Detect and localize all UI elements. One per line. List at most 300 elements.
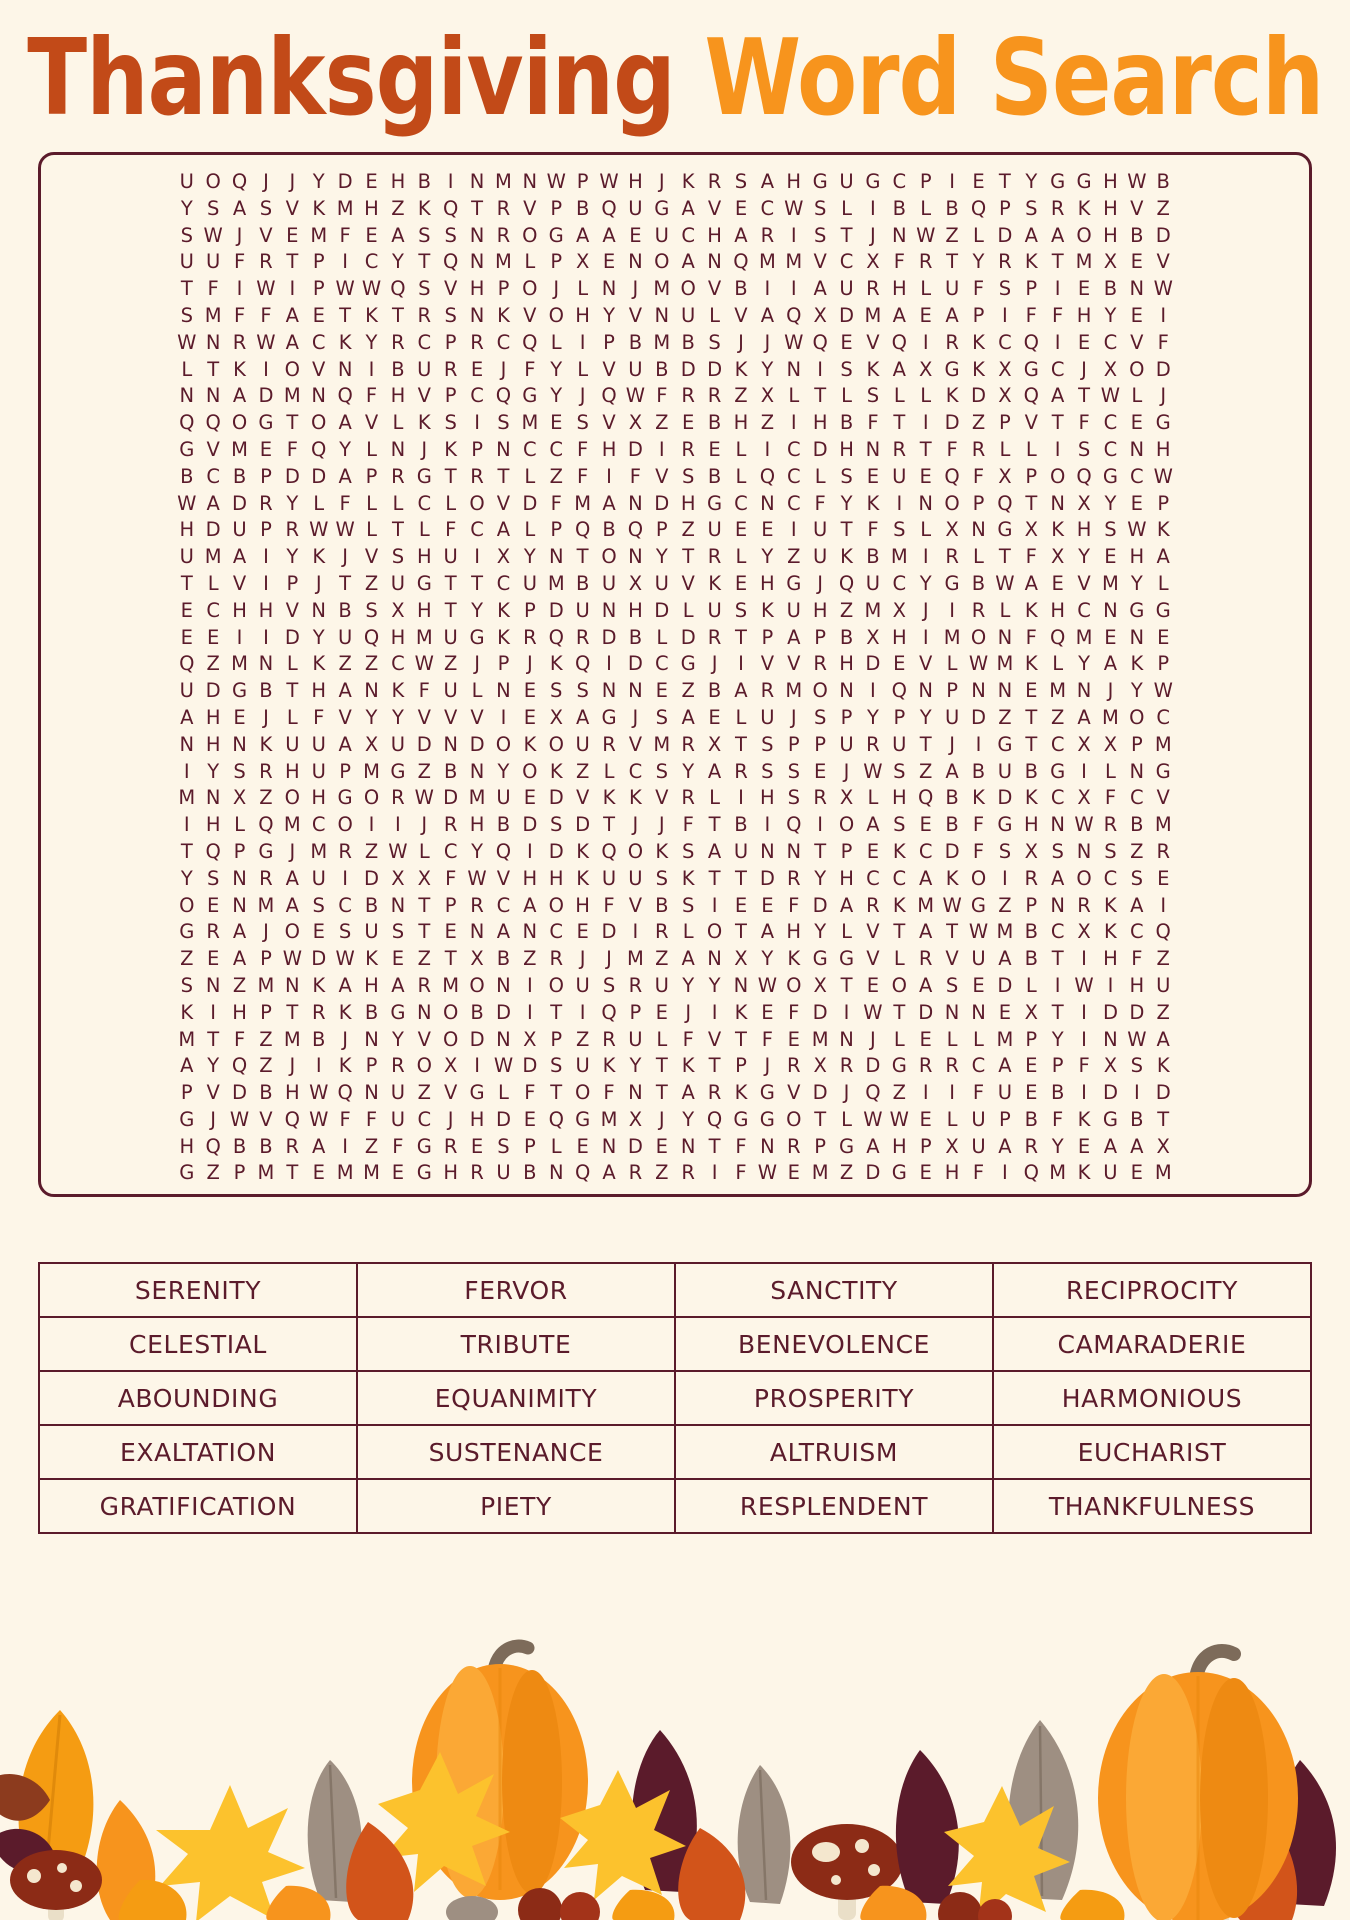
grid-cell[interactable]: W: [889, 1107, 909, 1131]
grid-cell[interactable]: R: [866, 732, 880, 756]
grid-cell[interactable]: K: [945, 866, 959, 890]
grid-cell[interactable]: C: [391, 652, 405, 676]
grid-cell[interactable]: U: [813, 518, 828, 542]
grid-cell[interactable]: D: [522, 813, 538, 837]
grid-cell[interactable]: L: [524, 518, 536, 542]
grid-cell[interactable]: Y: [840, 491, 853, 515]
grid-cell[interactable]: P: [286, 571, 299, 595]
grid-cell[interactable]: Y: [1130, 571, 1143, 595]
grid-cell[interactable]: H: [891, 1134, 907, 1158]
grid-cell[interactable]: E: [919, 1161, 932, 1185]
grid-cell[interactable]: C: [417, 491, 432, 515]
grid-cell[interactable]: X: [892, 598, 906, 622]
grid-cell[interactable]: L: [709, 303, 721, 327]
grid-cell[interactable]: A: [232, 947, 247, 971]
grid-cell[interactable]: V: [602, 411, 616, 435]
grid-cell[interactable]: C: [892, 866, 907, 890]
grid-cell[interactable]: T: [391, 303, 404, 327]
grid-cell[interactable]: V: [707, 277, 722, 301]
grid-cell[interactable]: C: [998, 330, 1012, 354]
grid-cell[interactable]: R: [707, 545, 722, 569]
grid-cell[interactable]: U: [179, 250, 194, 274]
grid-cell[interactable]: N: [865, 437, 881, 461]
grid-cell[interactable]: V: [1130, 196, 1144, 220]
grid-cell[interactable]: M: [257, 893, 275, 917]
grid-cell[interactable]: F: [550, 491, 562, 515]
grid-cell[interactable]: N: [707, 250, 722, 274]
grid-cell[interactable]: Y: [391, 1027, 404, 1051]
grid-cell[interactable]: R: [628, 1161, 643, 1185]
grid-cell[interactable]: K: [497, 598, 510, 622]
grid-cell[interactable]: A: [892, 357, 906, 381]
grid-cell[interactable]: T: [444, 947, 457, 971]
grid-cell[interactable]: S: [998, 277, 1012, 301]
grid-cell[interactable]: B: [945, 196, 959, 220]
grid-cell[interactable]: X: [232, 786, 247, 810]
grid-cell[interactable]: I: [474, 411, 480, 435]
grid-cell[interactable]: D: [522, 1054, 538, 1078]
grid-cell[interactable]: I: [1081, 759, 1087, 783]
grid-cell[interactable]: W: [203, 223, 223, 247]
grid-cell[interactable]: I: [922, 545, 929, 569]
grid-cell[interactable]: Y: [708, 973, 721, 997]
grid-cell[interactable]: P: [523, 1134, 536, 1158]
grid-cell[interactable]: E: [1130, 250, 1143, 274]
grid-cell[interactable]: L: [1052, 652, 1064, 676]
grid-cell[interactable]: Y: [1104, 303, 1117, 327]
grid-cell[interactable]: F: [814, 491, 826, 515]
grid-cell[interactable]: S: [682, 893, 695, 917]
grid-cell[interactable]: X: [496, 545, 511, 569]
grid-cell[interactable]: A: [285, 866, 299, 890]
grid-cell[interactable]: O: [416, 1054, 432, 1078]
grid-cell[interactable]: C: [892, 170, 907, 193]
grid-cell[interactable]: D: [205, 518, 221, 542]
grid-cell[interactable]: I: [790, 411, 797, 435]
grid-cell[interactable]: M: [785, 250, 803, 274]
grid-cell[interactable]: A: [734, 223, 748, 247]
grid-cell[interactable]: D: [443, 786, 459, 810]
grid-cell[interactable]: X: [391, 866, 405, 890]
grid-cell[interactable]: H: [891, 277, 907, 301]
grid-cell[interactable]: J: [817, 571, 824, 595]
grid-cell[interactable]: H: [812, 411, 828, 435]
grid-cell[interactable]: M: [336, 196, 354, 220]
grid-cell[interactable]: X: [1103, 357, 1118, 381]
grid-cell[interactable]: A: [1050, 866, 1065, 890]
grid-cell[interactable]: U: [865, 571, 881, 595]
grid-cell[interactable]: K: [681, 1054, 695, 1078]
grid-cell[interactable]: B: [232, 464, 247, 488]
grid-cell[interactable]: T: [708, 813, 721, 837]
grid-cell[interactable]: C: [1103, 330, 1118, 354]
grid-cell[interactable]: T: [180, 571, 193, 595]
grid-cell[interactable]: Z: [892, 1081, 906, 1105]
grid-cell[interactable]: U: [206, 250, 221, 274]
grid-cell[interactable]: F: [867, 518, 879, 542]
grid-cell[interactable]: C: [496, 571, 511, 595]
grid-cell[interactable]: S: [866, 384, 880, 408]
grid-cell[interactable]: U: [839, 277, 854, 301]
grid-cell[interactable]: C: [206, 598, 220, 622]
grid-cell[interactable]: J: [500, 357, 507, 381]
grid-cell[interactable]: C: [1103, 866, 1118, 890]
grid-cell[interactable]: B: [707, 411, 722, 435]
grid-cell[interactable]: U: [760, 705, 775, 729]
grid-cell[interactable]: O: [601, 545, 617, 569]
grid-cell[interactable]: H: [205, 705, 221, 729]
grid-cell[interactable]: U: [654, 973, 669, 997]
grid-cell[interactable]: L: [524, 250, 536, 274]
grid-cell[interactable]: A: [232, 196, 247, 220]
grid-cell[interactable]: H: [232, 598, 247, 622]
grid-cell[interactable]: G: [469, 625, 485, 649]
grid-cell[interactable]: I: [183, 759, 190, 783]
grid-cell[interactable]: E: [391, 947, 405, 971]
grid-cell[interactable]: L: [1105, 759, 1116, 783]
grid-cell[interactable]: G: [416, 571, 432, 595]
grid-cell[interactable]: R: [443, 357, 458, 381]
grid-cell[interactable]: C: [311, 330, 326, 354]
grid-cell[interactable]: M: [574, 491, 592, 515]
grid-cell[interactable]: C: [654, 652, 669, 676]
grid-cell[interactable]: N: [443, 732, 458, 756]
grid-cell[interactable]: M: [653, 330, 671, 354]
grid-cell[interactable]: M: [1154, 813, 1172, 837]
grid-cell[interactable]: H: [1155, 437, 1171, 461]
grid-cell[interactable]: U: [628, 357, 643, 381]
grid-cell[interactable]: M: [600, 1107, 618, 1131]
grid-cell[interactable]: N: [839, 1027, 854, 1051]
grid-cell[interactable]: L: [656, 1027, 668, 1051]
grid-cell[interactable]: V: [444, 1081, 458, 1105]
grid-cell[interactable]: A: [338, 973, 352, 997]
grid-cell[interactable]: B: [734, 813, 748, 837]
grid-cell[interactable]: P: [735, 1054, 747, 1078]
grid-cell[interactable]: H: [575, 303, 590, 327]
grid-cell[interactable]: T: [1051, 411, 1064, 435]
grid-cell[interactable]: H: [601, 437, 617, 461]
grid-cell[interactable]: R: [839, 1054, 854, 1078]
grid-cell[interactable]: F: [1157, 330, 1169, 354]
grid-cell[interactable]: N: [786, 357, 802, 381]
grid-cell[interactable]: N: [1050, 491, 1065, 515]
grid-cell[interactable]: F: [286, 437, 298, 461]
grid-cell[interactable]: E: [655, 1134, 668, 1158]
grid-cell[interactable]: E: [734, 893, 748, 917]
word-list-item[interactable]: RESPLENDENT: [675, 1479, 993, 1533]
grid-cell[interactable]: R: [945, 1054, 959, 1078]
grid-cell[interactable]: F: [233, 1027, 246, 1051]
grid-cell[interactable]: C: [496, 893, 511, 917]
grid-cell[interactable]: K: [391, 679, 405, 703]
grid-cell[interactable]: R: [971, 437, 986, 461]
grid-cell[interactable]: E: [787, 1027, 800, 1051]
grid-cell[interactable]: L: [313, 491, 325, 515]
grid-cell[interactable]: N: [971, 679, 986, 703]
grid-cell[interactable]: K: [655, 839, 669, 863]
grid-cell[interactable]: P: [233, 839, 246, 863]
grid-cell[interactable]: H: [1129, 545, 1145, 569]
grid-cell[interactable]: I: [922, 411, 929, 435]
grid-cell[interactable]: R: [470, 330, 484, 354]
grid-cell[interactable]: U: [232, 518, 247, 542]
grid-cell[interactable]: P: [1130, 732, 1143, 756]
grid-cell[interactable]: N: [364, 1027, 379, 1051]
grid-cell[interactable]: X: [1024, 839, 1038, 863]
grid-cell[interactable]: I: [368, 357, 375, 381]
grid-cell[interactable]: O: [627, 839, 644, 863]
grid-cell[interactable]: I: [790, 277, 797, 301]
grid-cell[interactable]: A: [1156, 545, 1170, 569]
grid-cell[interactable]: Z: [655, 1161, 669, 1185]
grid-cell[interactable]: B: [892, 196, 907, 220]
grid-cell[interactable]: I: [1054, 277, 1061, 301]
grid-cell[interactable]: U: [311, 732, 326, 756]
grid-cell[interactable]: J: [685, 1000, 692, 1024]
grid-cell[interactable]: R: [391, 1054, 405, 1078]
grid-cell[interactable]: H: [1023, 813, 1039, 837]
grid-cell[interactable]: H: [1076, 303, 1092, 327]
grid-cell[interactable]: M: [1075, 625, 1093, 649]
grid-cell[interactable]: I: [790, 223, 797, 247]
grid-cell[interactable]: Y: [550, 384, 563, 408]
grid-cell[interactable]: F: [445, 518, 457, 542]
grid-cell[interactable]: E: [550, 411, 563, 435]
grid-cell[interactable]: Y: [550, 357, 563, 381]
grid-cell[interactable]: H: [364, 196, 379, 220]
grid-cell[interactable]: U: [707, 518, 722, 542]
grid-cell[interactable]: G: [865, 170, 881, 193]
grid-cell[interactable]: M: [495, 170, 512, 193]
grid-cell[interactable]: X: [945, 1134, 959, 1158]
grid-cell[interactable]: V: [575, 786, 590, 810]
grid-cell[interactable]: R: [470, 893, 484, 917]
grid-cell[interactable]: Y: [497, 759, 510, 783]
grid-cell[interactable]: J: [658, 1107, 665, 1131]
grid-cell[interactable]: Z: [998, 705, 1012, 729]
grid-cell[interactable]: J: [790, 705, 797, 729]
grid-cell[interactable]: G: [891, 1054, 907, 1078]
grid-cell[interactable]: F: [365, 1107, 378, 1131]
grid-cell[interactable]: W: [309, 1107, 329, 1131]
grid-cell[interactable]: K: [1104, 893, 1117, 917]
grid-cell[interactable]: N: [601, 1134, 617, 1158]
grid-cell[interactable]: Q: [390, 277, 406, 301]
grid-cell[interactable]: X: [1103, 250, 1118, 274]
grid-cell[interactable]: Q: [231, 1054, 248, 1078]
grid-cell[interactable]: N: [232, 893, 247, 917]
grid-cell[interactable]: K: [312, 973, 326, 997]
grid-cell[interactable]: K: [1077, 1161, 1091, 1185]
grid-cell[interactable]: Q: [495, 384, 512, 408]
grid-cell[interactable]: H: [179, 518, 195, 542]
grid-cell[interactable]: B: [1050, 1081, 1065, 1105]
grid-cell[interactable]: C: [470, 518, 484, 542]
grid-cell[interactable]: I: [315, 1054, 322, 1078]
grid-cell[interactable]: L: [735, 545, 747, 569]
grid-cell[interactable]: Q: [1049, 625, 1066, 649]
grid-cell[interactable]: V: [681, 571, 695, 595]
grid-cell[interactable]: H: [786, 920, 802, 944]
grid-cell[interactable]: F: [788, 893, 800, 917]
grid-cell[interactable]: W: [1100, 384, 1121, 408]
grid-cell[interactable]: U: [390, 732, 406, 756]
grid-cell[interactable]: S: [787, 786, 800, 810]
grid-cell[interactable]: P: [999, 196, 1011, 220]
grid-cell[interactable]: Z: [998, 893, 1012, 917]
grid-cell[interactable]: S: [893, 759, 906, 783]
grid-cell[interactable]: Q: [1023, 1161, 1039, 1185]
grid-cell[interactable]: V: [364, 411, 379, 435]
grid-cell[interactable]: A: [391, 223, 405, 247]
grid-cell[interactable]: E: [893, 652, 906, 676]
grid-cell[interactable]: N: [337, 357, 353, 381]
grid-cell[interactable]: N: [258, 652, 274, 676]
grid-cell[interactable]: F: [603, 1081, 615, 1105]
grid-cell[interactable]: J: [263, 920, 269, 944]
grid-cell[interactable]: F: [735, 1134, 747, 1158]
grid-cell[interactable]: U: [575, 973, 590, 997]
grid-cell[interactable]: S: [233, 759, 246, 783]
grid-cell[interactable]: A: [602, 1161, 616, 1185]
grid-cell[interactable]: Q: [838, 571, 855, 595]
grid-cell[interactable]: L: [999, 598, 1011, 622]
grid-cell[interactable]: D: [918, 1000, 934, 1024]
grid-cell[interactable]: O: [1129, 357, 1145, 381]
grid-cell[interactable]: K: [1156, 518, 1170, 542]
grid-cell[interactable]: R: [681, 786, 695, 810]
grid-cell[interactable]: V: [866, 330, 880, 354]
grid-cell[interactable]: U: [944, 705, 960, 729]
grid-cell[interactable]: G: [258, 839, 274, 863]
grid-cell[interactable]: F: [339, 491, 351, 515]
grid-cell[interactable]: Y: [1051, 1027, 1064, 1051]
grid-cell[interactable]: A: [945, 303, 959, 327]
grid-cell[interactable]: S: [576, 679, 589, 703]
grid-cell[interactable]: F: [761, 1027, 773, 1051]
grid-cell[interactable]: I: [658, 437, 665, 461]
grid-cell[interactable]: V: [470, 705, 484, 729]
grid-cell[interactable]: G: [759, 1081, 775, 1105]
grid-cell[interactable]: G: [1023, 357, 1039, 381]
grid-cell[interactable]: T: [1051, 1000, 1064, 1024]
grid-cell[interactable]: E: [813, 759, 827, 783]
grid-cell[interactable]: M: [231, 652, 248, 676]
grid-cell[interactable]: A: [1050, 223, 1065, 247]
grid-cell[interactable]: M: [283, 813, 301, 837]
grid-cell[interactable]: I: [817, 357, 824, 381]
grid-cell[interactable]: A: [892, 303, 906, 327]
grid-cell[interactable]: T: [339, 303, 352, 327]
grid-cell[interactable]: R: [602, 1027, 616, 1051]
grid-cell[interactable]: F: [365, 384, 378, 408]
grid-cell[interactable]: M: [1049, 1161, 1067, 1185]
grid-cell[interactable]: X: [707, 732, 722, 756]
grid-cell[interactable]: L: [418, 518, 430, 542]
grid-cell[interactable]: X: [734, 947, 748, 971]
grid-cell[interactable]: O: [205, 170, 221, 193]
grid-cell[interactable]: A: [338, 679, 352, 703]
grid-cell[interactable]: M: [204, 303, 222, 327]
grid-cell[interactable]: R: [496, 196, 511, 220]
grid-cell[interactable]: N: [1103, 598, 1118, 622]
grid-cell[interactable]: U: [575, 1054, 590, 1078]
grid-cell[interactable]: O: [443, 1027, 459, 1051]
grid-cell[interactable]: N: [628, 491, 643, 515]
grid-cell[interactable]: N: [760, 491, 775, 515]
grid-cell[interactable]: U: [311, 759, 326, 783]
grid-cell[interactable]: E: [1130, 491, 1143, 515]
grid-cell[interactable]: K: [549, 759, 563, 783]
grid-cell[interactable]: Q: [786, 303, 802, 327]
grid-cell[interactable]: H: [839, 866, 854, 890]
grid-cell[interactable]: L: [366, 437, 377, 461]
grid-cell[interactable]: B: [1024, 1107, 1038, 1131]
grid-cell[interactable]: F: [445, 866, 457, 890]
grid-cell[interactable]: Q: [865, 1081, 881, 1105]
grid-cell[interactable]: U: [839, 170, 854, 193]
grid-cell[interactable]: N: [1076, 679, 1092, 703]
grid-cell[interactable]: R: [918, 1054, 933, 1078]
grid-cell[interactable]: D: [654, 598, 670, 622]
grid-cell[interactable]: Z: [787, 545, 801, 569]
grid-cell[interactable]: T: [444, 464, 457, 488]
grid-cell[interactable]: D: [812, 1081, 828, 1105]
grid-cell[interactable]: Q: [733, 250, 749, 274]
grid-cell[interactable]: I: [1107, 973, 1114, 997]
grid-cell[interactable]: G: [416, 1161, 432, 1185]
grid-cell[interactable]: S: [813, 705, 827, 729]
grid-cell[interactable]: N: [654, 303, 670, 327]
grid-cell[interactable]: T: [444, 571, 457, 595]
grid-cell[interactable]: F: [735, 1161, 747, 1185]
grid-cell[interactable]: Y: [391, 705, 404, 729]
grid-cell[interactable]: M: [178, 786, 196, 810]
grid-cell[interactable]: W: [1153, 464, 1173, 488]
grid-cell[interactable]: I: [1160, 893, 1167, 917]
grid-cell[interactable]: H: [1103, 223, 1118, 247]
grid-cell[interactable]: A: [760, 170, 775, 193]
grid-cell[interactable]: G: [1076, 170, 1092, 193]
grid-cell[interactable]: K: [1024, 652, 1038, 676]
grid-cell[interactable]: C: [839, 250, 854, 274]
grid-cell[interactable]: T: [286, 1161, 299, 1185]
grid-cell[interactable]: L: [893, 384, 905, 408]
grid-cell[interactable]: B: [1130, 1107, 1144, 1131]
grid-cell[interactable]: X: [813, 973, 827, 997]
grid-cell[interactable]: U: [285, 732, 300, 756]
grid-cell[interactable]: V: [1156, 250, 1170, 274]
grid-cell[interactable]: R: [760, 679, 775, 703]
grid-cell[interactable]: C: [1077, 598, 1091, 622]
grid-cell[interactable]: C: [1050, 786, 1065, 810]
grid-cell[interactable]: Y: [919, 705, 932, 729]
grid-cell[interactable]: O: [1129, 705, 1145, 729]
grid-cell[interactable]: I: [1081, 947, 1087, 971]
grid-cell[interactable]: I: [1081, 1081, 1087, 1105]
grid-cell[interactable]: I: [263, 625, 269, 649]
grid-cell[interactable]: Y: [286, 545, 299, 569]
grid-cell[interactable]: L: [735, 464, 747, 488]
grid-cell[interactable]: M: [653, 732, 671, 756]
grid-cell[interactable]: O: [970, 625, 987, 649]
grid-cell[interactable]: W: [942, 893, 962, 917]
grid-cell[interactable]: U: [971, 1107, 986, 1131]
grid-cell[interactable]: X: [1024, 1000, 1038, 1024]
grid-cell[interactable]: H: [1129, 973, 1145, 997]
grid-cell[interactable]: C: [311, 813, 326, 837]
